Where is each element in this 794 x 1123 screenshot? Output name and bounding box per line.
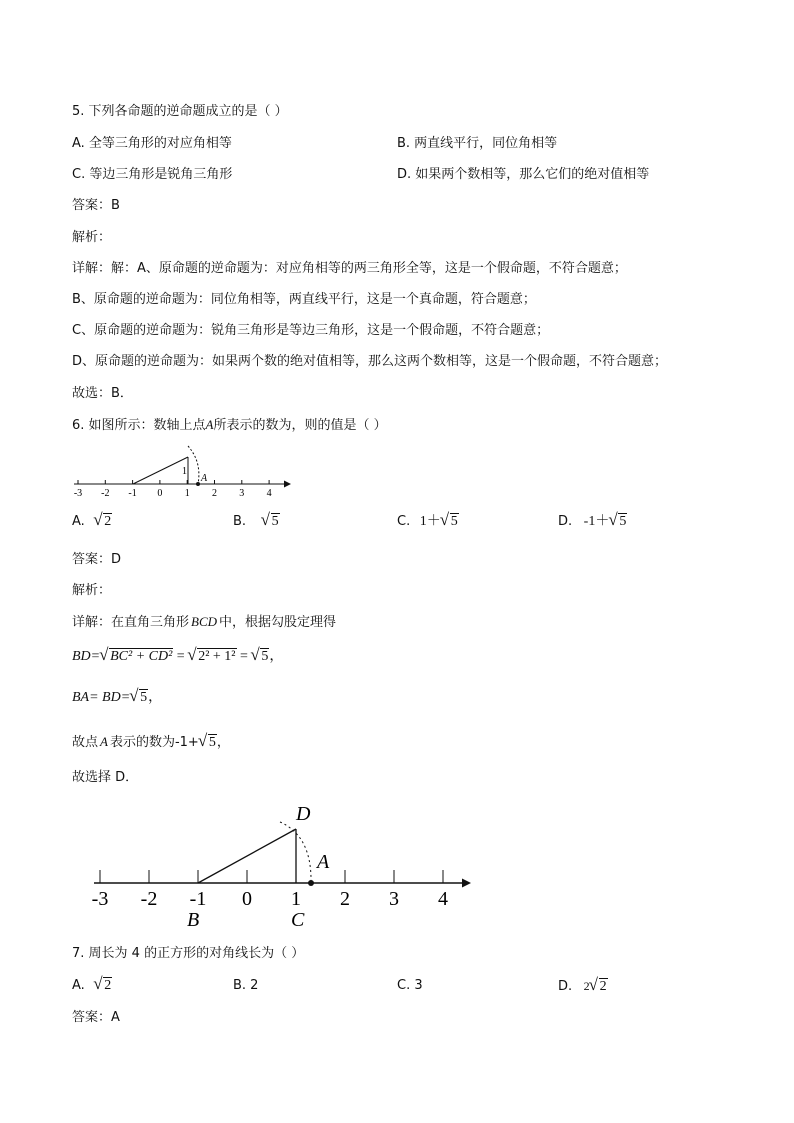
q7-option-d-label: D. [558,979,573,994]
q5-answer: 答案：B [72,198,120,213]
q6-detail-var: BCD [191,614,218,629]
q6-option-c-pre: 1＋ [419,514,441,529]
sqrt-symbol [100,648,173,666]
q6-option-b [233,513,280,531]
axis-tick-label: -1 [189,888,207,910]
sqrt-symbol [199,734,217,752]
q5-option-d: D. 如果两个数相等，那么它们的绝对值相等 [397,167,650,182]
axis-tick-label: 3 [239,488,245,499]
axis-tick-label: -2 [101,488,110,499]
axis-tick-label: -2 [140,888,158,910]
q7-option-b: B. 2 [233,978,259,993]
q7-stem: 7. 周长为 4 的正方形的对角线长为（ ） [72,946,305,961]
q6-option-d-label: D. [558,514,573,529]
axis-tick-label: 0 [242,888,252,910]
sqrt-symbol [590,978,608,996]
q5-option-c: C. 等边三角形是锐角三角形 [72,167,233,182]
small-height-label: 1 [182,466,187,477]
small-arc [188,446,199,484]
q6-option-a-rad: 2 [104,514,112,529]
big-label-d: D [296,803,311,825]
small-point-a [196,482,200,486]
q6-option-a [72,513,112,531]
q7-option-d-rad: 2 [599,979,607,994]
q5-detail-line: C、原命题的逆命题为：锐角三角形是等边三角形，这是一个假命题，不符合题意； [72,323,550,338]
q7-option-a-label: A. [72,978,85,993]
eq3-rad: 5 [208,735,216,750]
eq1-eq: = [173,649,189,664]
big-label-a: A [317,851,330,873]
q6-option-a-label: A. [72,514,85,529]
q6-stem-post: 所表示的数为，则的值是（ ） [213,418,387,433]
q5-stem: 5. 下列各命题的逆命题成立的是（ ） [72,104,288,119]
q5-detail-line: 详解：解：A、原命题的逆命题为：对应角相等的两三角形全等，这是一个假命题，不符合题意； [72,261,627,276]
q6-equation-bd [72,648,283,666]
q7-option-a [72,977,112,995]
axis-tick-label: 0 [157,488,163,499]
sqrt-symbol [441,513,459,531]
q6-option-c-rad: 5 [450,514,458,529]
q6-option-b-rad: 5 [271,514,279,529]
big-axis-arrow [462,879,471,888]
q5-conclusion: 故选：B． [72,386,133,401]
q6-option-b-label: B. [233,514,247,529]
eq1-rad2: 2² + 1² [198,649,236,664]
q6-equation-a [72,733,230,752]
sqrt-symbol [262,513,280,531]
axis-tick-label: 4 [438,888,448,910]
eq1-end: ， [269,649,284,664]
q5-analysis-label: 解析： [72,230,112,245]
eq2-lhs: BA= BD= [72,690,131,705]
q5-detail-line: D、原命题的逆命题为：如果两个数的绝对值相等，那么这两个数相等，这是一个假命题，不符合题意； [72,354,668,369]
big-number-line-figure [80,798,480,933]
q6-option-d-rad: 5 [619,514,627,529]
small-axis-arrow [284,481,291,488]
q7-option-d-pre: 2 [583,979,590,993]
q6-stem [72,416,387,435]
q6-stem-var: A [205,417,214,432]
small-axis-ticks [74,480,272,499]
axis-tick-label: 1 [291,888,301,910]
q7-option-a-rad: 2 [104,978,112,993]
eq1-rad1: BC² + CD² [110,649,173,664]
q6-option-d-pre: -1＋ [583,514,610,529]
eq3-var: A [100,734,108,749]
q5-option-a: A. 全等三角形的对应角相等 [72,136,232,151]
q6-detail-post: 中，根据勾股定理得 [219,615,337,630]
big-label-b: B [187,909,200,931]
axis-tick-label: -1 [128,488,137,499]
sqrt-symbol [94,513,112,531]
big-axis-ticks [92,870,448,910]
axis-tick-label: -3 [91,888,109,910]
q7-answer: 答案：A [72,1010,120,1025]
axis-tick-label: 3 [389,888,399,910]
eq1-lhs: BD= [72,649,101,664]
eq3-pre: 故点 [72,735,99,750]
sqrt-symbol [609,513,627,531]
sqrt-symbol [251,648,269,666]
eq2-end: ， [148,690,163,705]
q6-answer: 答案：D [72,552,122,567]
q7-option-d [558,977,608,996]
axis-tick-label: 4 [266,488,272,499]
q6-analysis-label: 解析： [72,583,112,598]
axis-tick-label: 1 [184,488,190,499]
q6-stem-pre: 6. 如图所示：数轴上点 [72,418,206,433]
q6-conclusion: 故选择 D． [72,770,139,785]
q6-option-c-label: C. [397,514,411,529]
axis-tick-label: -3 [73,488,83,499]
eq1-eq2: = [236,649,252,664]
q5-option-b: B. 两直线平行，同位角相等 [397,136,558,151]
q7-option-c: C. 3 [397,978,423,993]
eq2-rad: 5 [140,690,148,705]
eq3-end: ， [216,735,230,750]
axis-tick-label: 2 [340,888,350,910]
sqrt-symbol [94,977,112,995]
q6-option-d [558,513,627,531]
axis-tick-label: 2 [212,488,217,499]
q6-detail-pre: 详解：在直角三角形 [72,615,190,630]
big-label-c: C [291,909,305,931]
q5-detail-line: B、原命题的逆命题为：同位角相等，两直线平行，这是一个真命题，符合题意； [72,292,536,307]
small-point-a-label: A [201,473,208,484]
sqrt-symbol [188,648,236,666]
q6-detail [72,613,336,632]
q6-option-c [397,513,459,531]
big-point-a [308,880,314,886]
small-hypotenuse [133,457,188,484]
q6-equation-ba [72,689,162,707]
small-number-line-figure [70,440,295,500]
sqrt-symbol [130,689,148,707]
eq1-rad3: 5 [261,649,269,664]
eq3-mid: 表示的数为-1+ [109,735,199,750]
